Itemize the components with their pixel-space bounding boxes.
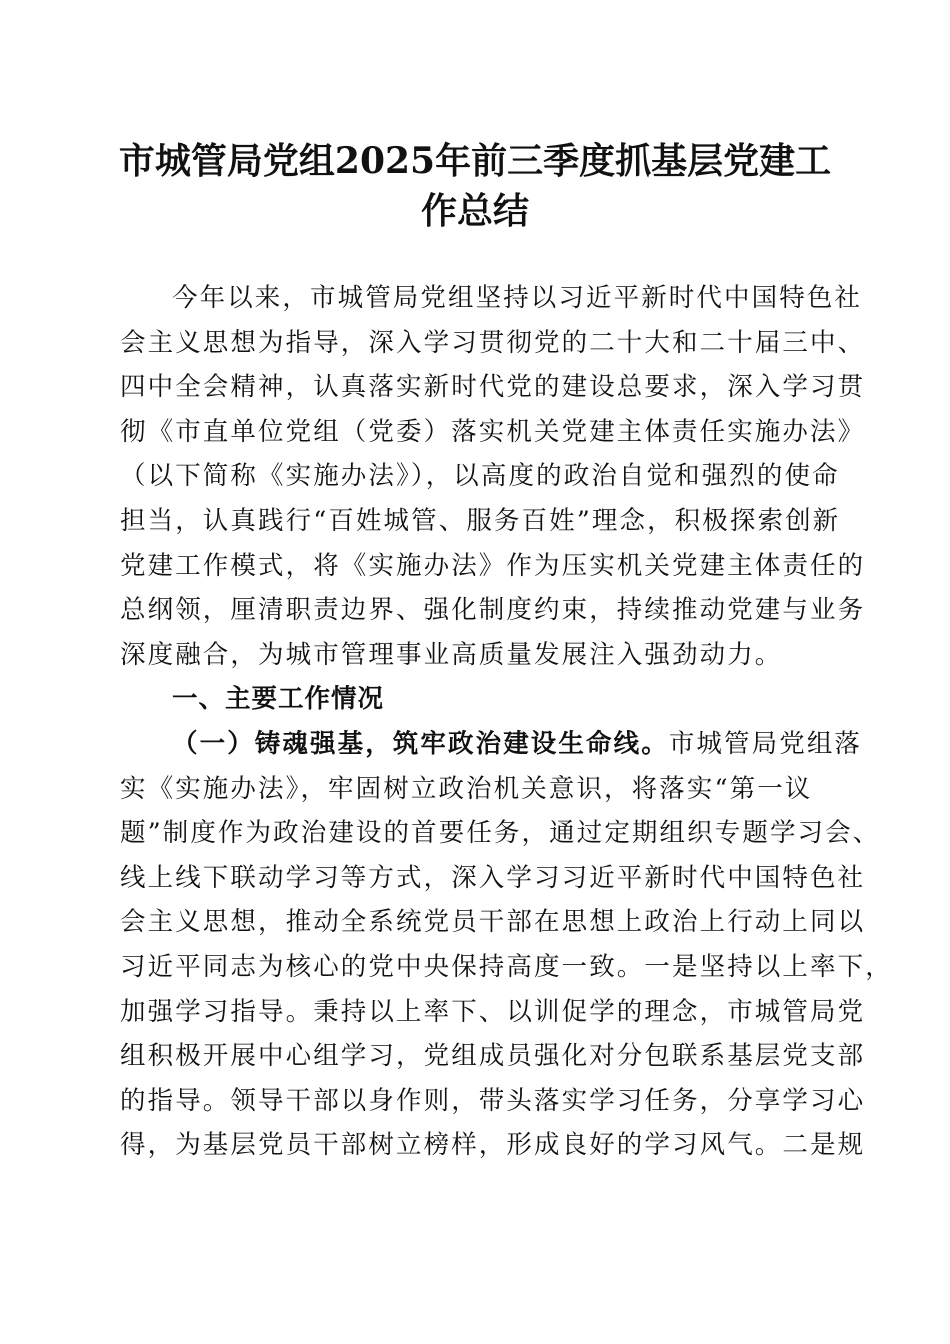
text-line: 加强学习指导。秉持以上率下、以训促学的理念，市城管局党	[120, 996, 866, 1027]
document-title	[100, 136, 850, 236]
text-line: 彻《市直单位党组（党委）落实机关党建主体责任实施办法》	[120, 416, 866, 447]
text-line: 得，为基层党员干部树立榜样，形成良好的学习风气。二是规	[120, 1130, 866, 1161]
text-line: 四中全会精神，认真落实新时代党的建设总要求，深入学习贯	[120, 372, 866, 403]
text-line: （以下简称《实施办法》），以高度的政治自觉和强烈的使命	[120, 461, 840, 492]
subsection-title: （一）铸魂强基，筑牢政治建设生命线。	[172, 728, 669, 759]
document-body	[120, 276, 893, 1168]
text-line: 题”制度作为政治建设的首要任务，通过定期组织专题学习会、	[120, 818, 881, 849]
text-line: 党建工作模式，将《实施办法》作为压实机关党建主体责任的	[120, 550, 866, 581]
subsection-first-line-rest: 市城管局党组落	[668, 728, 863, 759]
text-line: 组积极开展中心组学习，党组成员强化对分包联系基层党支部	[120, 1041, 866, 1072]
text-line: 今年以来，市城管局党组坚持以习近平新时代中国特色社	[172, 283, 863, 313]
text-line: 深度融合，为城市管理事业高质量发展注入强劲动力。	[120, 639, 783, 670]
text-line: 习近平同志为核心的党中央保持高度一致。一是坚持以上率下，	[120, 951, 893, 982]
text-line: 会主义思想，推动全系统党员干部在思想上政治上行动上同以	[120, 907, 866, 938]
subsection-paragraph	[120, 722, 893, 1168]
title-line-2: 作总结	[420, 190, 529, 232]
title-line-1: 市城管局党组2025年前三季度抓基层党建工	[118, 140, 832, 182]
text-line: 会主义思想为指导，深入学习贯彻党的二十大和二十届三中、	[120, 327, 866, 358]
text-line: 担当，认真践行“百姓城管、服务百姓”理念，积极探索创新	[120, 505, 841, 536]
text-line: 线上线下联动学习等方式，深入学习习近平新时代中国特色社	[120, 862, 866, 893]
text-line: 总纲领，厘清职责边界、强化制度约束，持续推动党建与业务	[120, 595, 866, 626]
text-line: 的指导。领导干部以身作则，带头落实学习任务，分享学习心	[120, 1085, 866, 1116]
subsection-first-line	[120, 722, 863, 767]
section-heading: 一、主要工作情况	[172, 684, 385, 715]
intro-paragraph	[120, 276, 866, 677]
text-line: 实《实施办法》，牢固树立政治机关意识，将落实“第一议	[120, 773, 813, 804]
